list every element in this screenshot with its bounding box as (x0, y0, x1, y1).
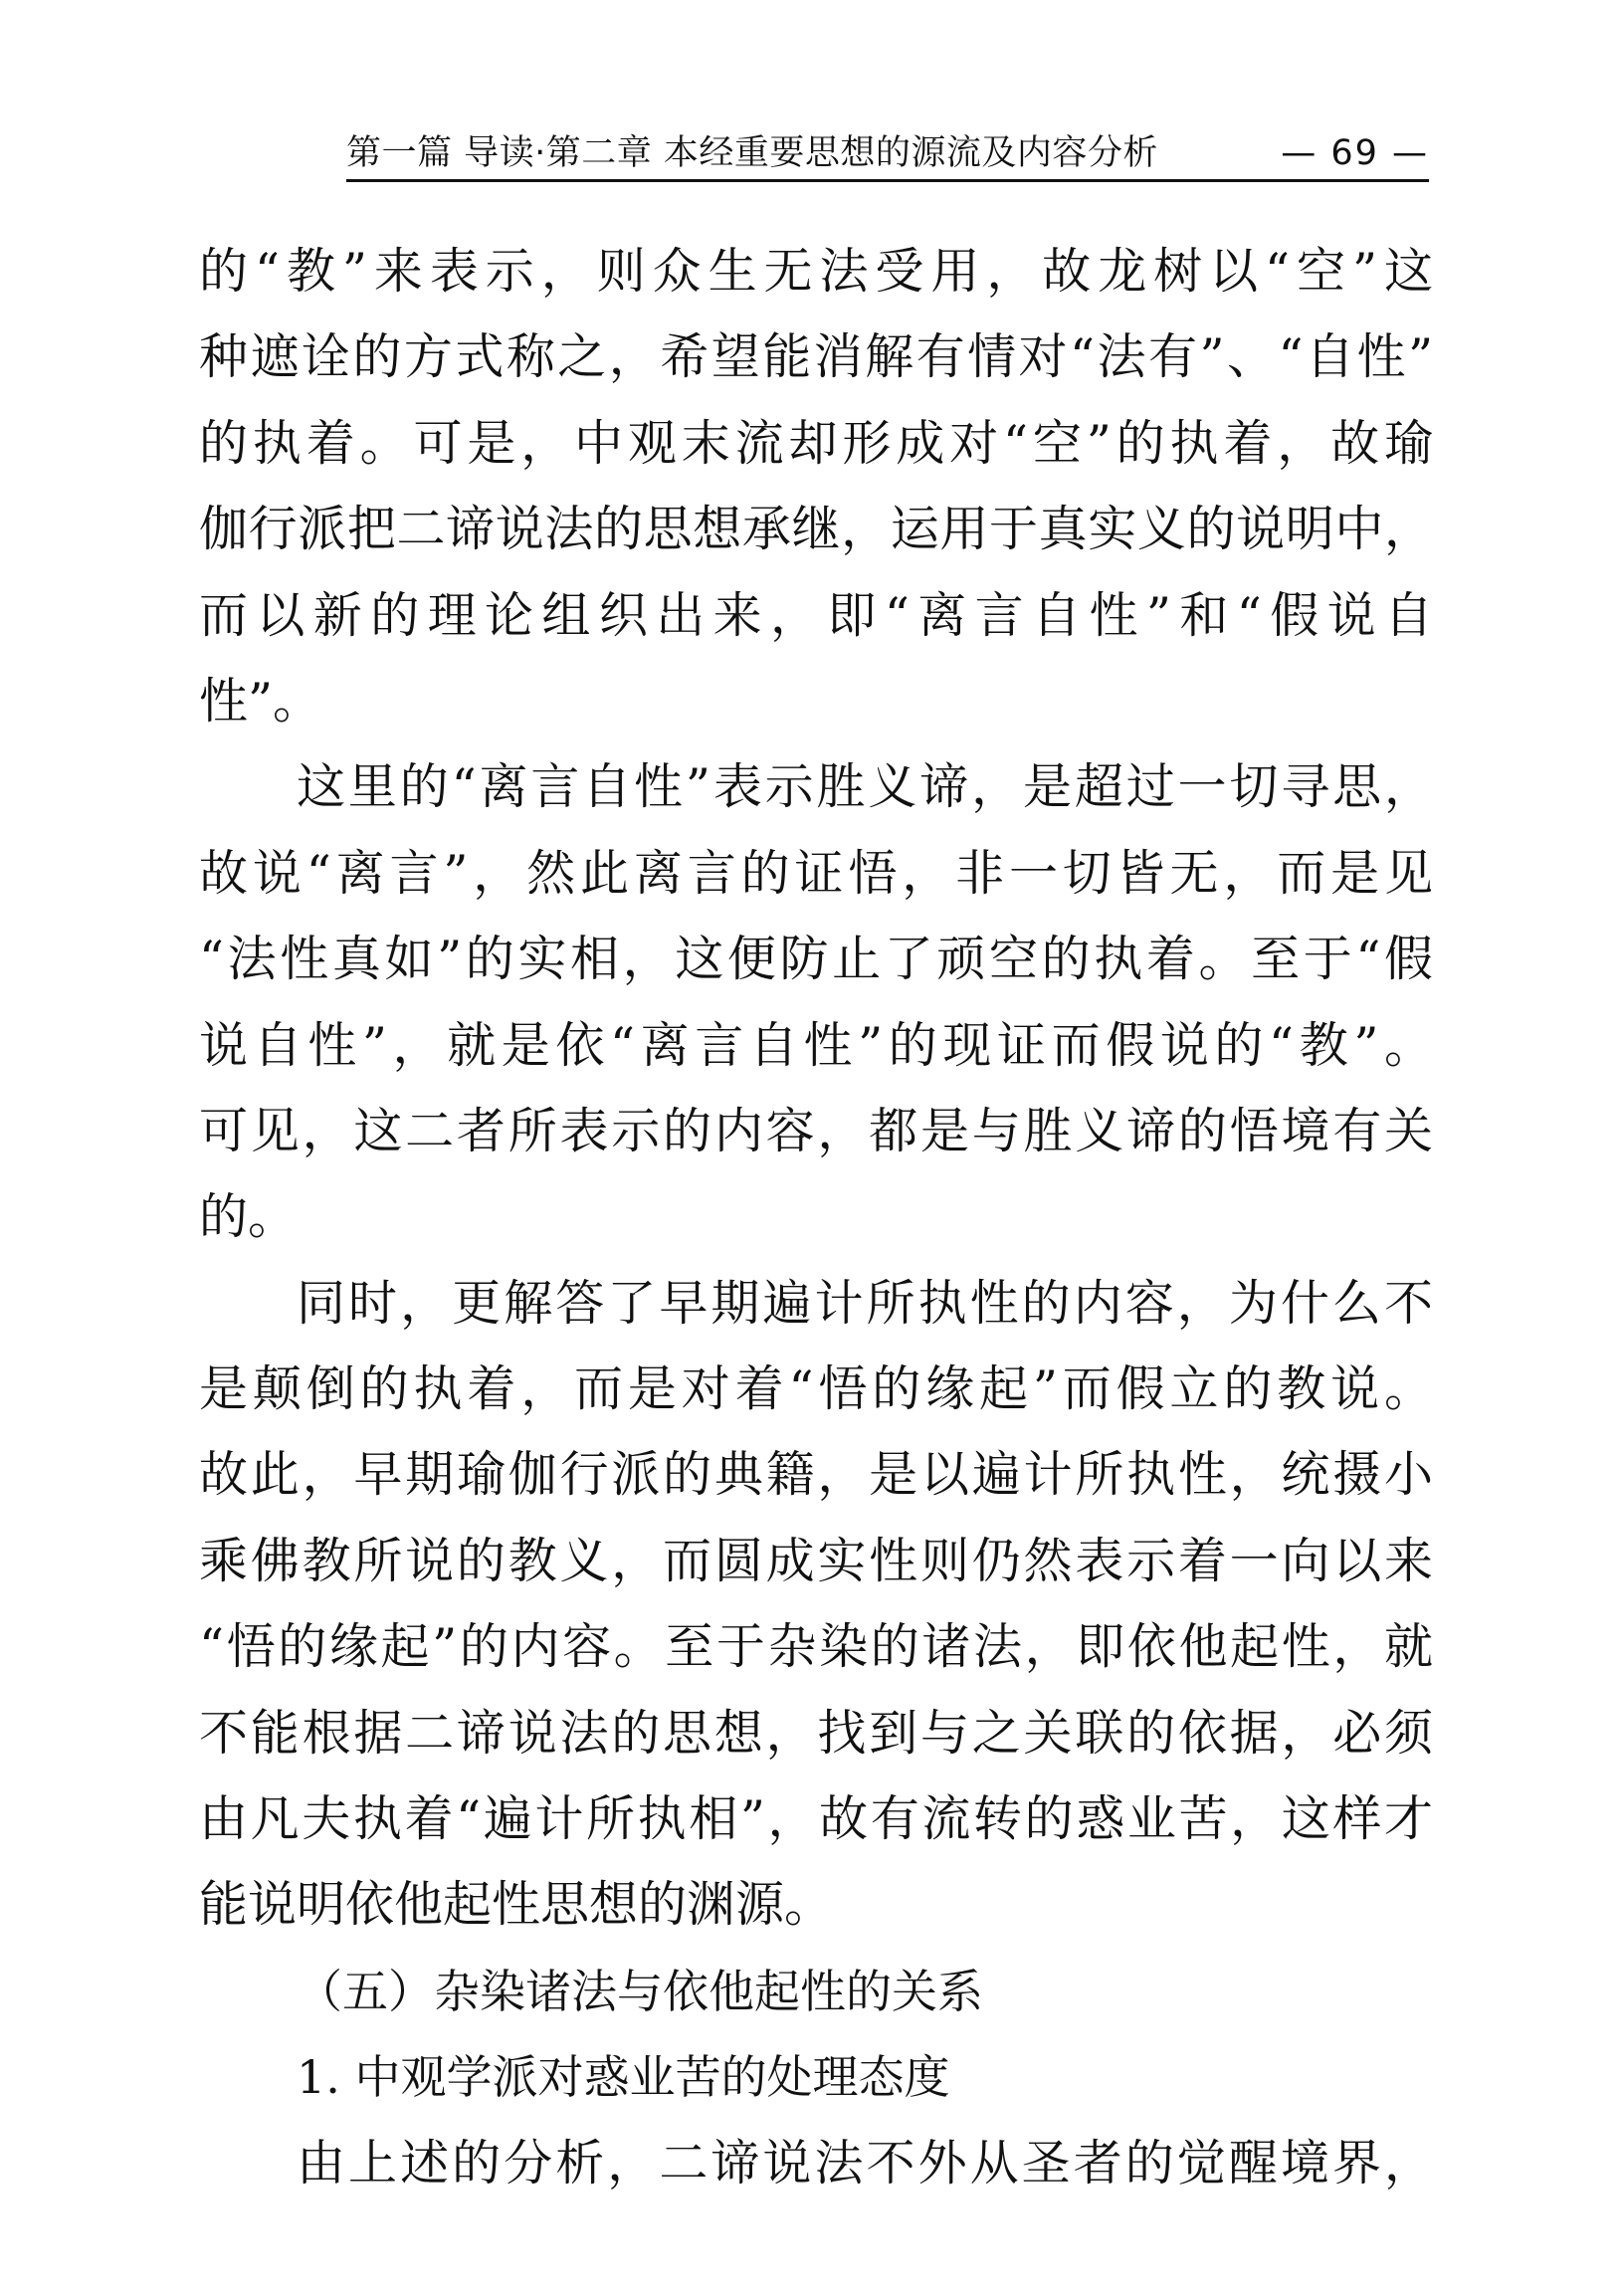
paragraph-1 (199, 229, 1433, 744)
body-text (199, 229, 1433, 2206)
header-title: 第一篇 导读·第二章 本经重要思想的源流及内容分析 (346, 133, 1158, 173)
text-line: 不能根据二谛说法的思想，找到与之关联的依据，必须 (199, 1704, 1433, 1762)
paragraph-2 (199, 744, 1433, 1260)
text-line: 这里的“离言自性”表示胜义谛，是超过一切寻思， (297, 758, 1433, 816)
text-line: 由凡夫执着“遍计所执相”，故有流转的惑业苦，这样才 (199, 1790, 1433, 1848)
text-line: 说自性”，就是依“离言自性”的现证而假说的“教”。 (199, 1016, 1433, 1074)
text-line: “法性真如”的实相，这便防止了顽空的执着。至于“假 (199, 931, 1433, 988)
subsection-heading: 1. 中观学派对惑业苦的处理态度 (297, 2050, 950, 2105)
text-line: 故此，早期瑜伽行派的典籍，是以遍计所执性，统摄小 (199, 1446, 1433, 1504)
running-header (346, 127, 1429, 182)
text-line: 能说明依他起性思想的渊源。 (199, 1876, 834, 1934)
text-line: 而以新的理论组织出来，即“离言自性”和“假说自 (199, 586, 1433, 644)
text-line: 性”。 (199, 672, 322, 730)
text-line: “悟的缘起”的内容。至于杂染的诸法，即依他起性，就 (199, 1618, 1433, 1676)
text-line: 的“教”来表示，则众生无法受用，故龙树以“空”这 (199, 243, 1433, 300)
section-heading: （五）杂染诸法与依他起性的关系 (297, 1964, 983, 2018)
text-line: 可见，这二者所表示的内容，都是与胜义谛的悟境有关 (199, 1102, 1433, 1159)
text-line: 乘佛教所说的教义，而圆成实性则仍然表示着一向以来 (199, 1532, 1433, 1589)
text-line: 的执着。可是，中观末流却形成对“空”的执着，故瑜 (199, 414, 1433, 472)
page-number: — 69 — (1281, 133, 1429, 173)
text-line: 的。 (199, 1188, 298, 1246)
text-line: 同时，更解答了早期遍计所执性的内容，为什么不 (297, 1274, 1433, 1332)
paragraph-3 (199, 1261, 1433, 1949)
text-line: 种遮诠的方式称之，希望能消解有情对“法有”、“自性” (199, 328, 1433, 386)
text-line: 伽行派把二谛说法的思想承继，运用于真实义的说明中， (199, 501, 1433, 558)
text-line: 由上述的分析，二谛说法不外从圣者的觉醒境界， (297, 2134, 1433, 2191)
text-line: 是颠倒的执着，而是对着“悟的缘起”而假立的教说。 (199, 1360, 1433, 1418)
text-line: 故说“离言”，然此离言的证悟，非一切皆无，而是见 (199, 844, 1433, 902)
